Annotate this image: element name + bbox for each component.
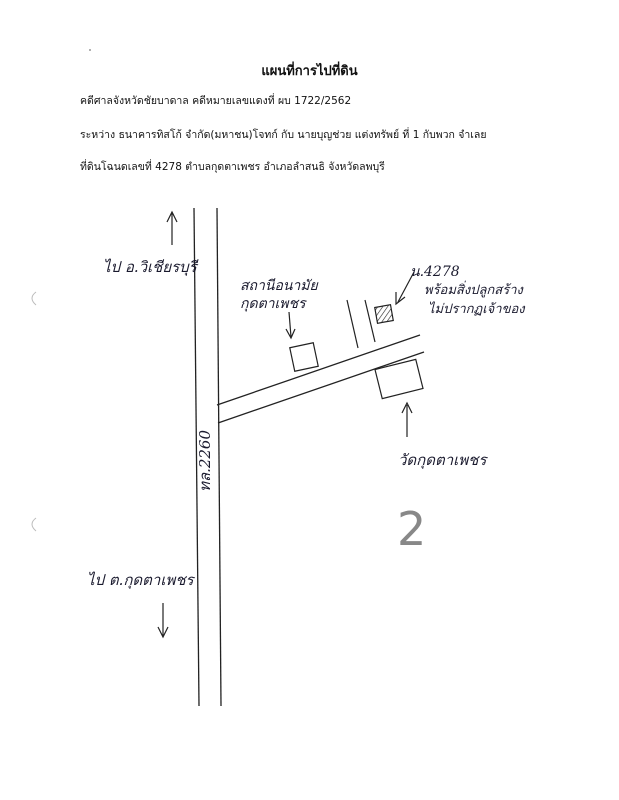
page-dot	[89, 49, 91, 51]
map-title: แผนที่การไปที่ดิน	[261, 64, 358, 79]
north-destination-label: ไป อ.วิเชียรบุรี	[103, 258, 197, 276]
health-station-building	[290, 343, 318, 371]
court-case-line: คดีศาลจังหวัดชัยบาดาล คดีหมายเลขแดงที่ ผบ 1722/2562	[80, 95, 352, 107]
parcel-label-3: ไม่ปรากฏเจ้าของ	[428, 302, 525, 317]
north-arrow-icon	[167, 212, 177, 245]
parcel-label-1: น.4278	[410, 264, 460, 280]
land-parcel-4278	[375, 305, 394, 324]
health-station-pointer-icon	[286, 312, 295, 338]
binding-hole-mark	[32, 518, 36, 531]
health-station-label-1: สถานีอนามัย	[240, 278, 318, 294]
health-station-label-2: กุดตาเพชร	[240, 296, 306, 312]
temple-label: วัดกุดตาเพชร	[398, 451, 487, 469]
temple-building	[375, 359, 423, 398]
side-road	[217, 335, 424, 423]
parcel-label-2: พร้อมสิ่งปลูกสร้าง	[424, 283, 523, 298]
south-arrow-icon	[158, 603, 168, 637]
parties-line: ระหว่าง ธนาคารทิสโก้ จำกัด(มหาชน)โจทก์ กับ นายบุญช่วย แต่งทรัพย์ ที่ 1 กับพวก จำเลย	[80, 129, 487, 141]
south-destination-label: ไป ต.กุดตาเพชร	[87, 571, 194, 589]
binding-hole-mark	[32, 292, 36, 305]
highway-label: ทล.2260	[196, 429, 214, 492]
page-number-mark: 2	[397, 502, 427, 556]
temple-pointer-icon	[402, 403, 412, 437]
land-deed-line: ที่ดินโฉนดเลขที่ 4278 ตำบลกุดตาเพชร อำเภอลำสนธิ จังหวัดลพบุรี	[80, 161, 385, 173]
branch-road	[347, 300, 375, 348]
